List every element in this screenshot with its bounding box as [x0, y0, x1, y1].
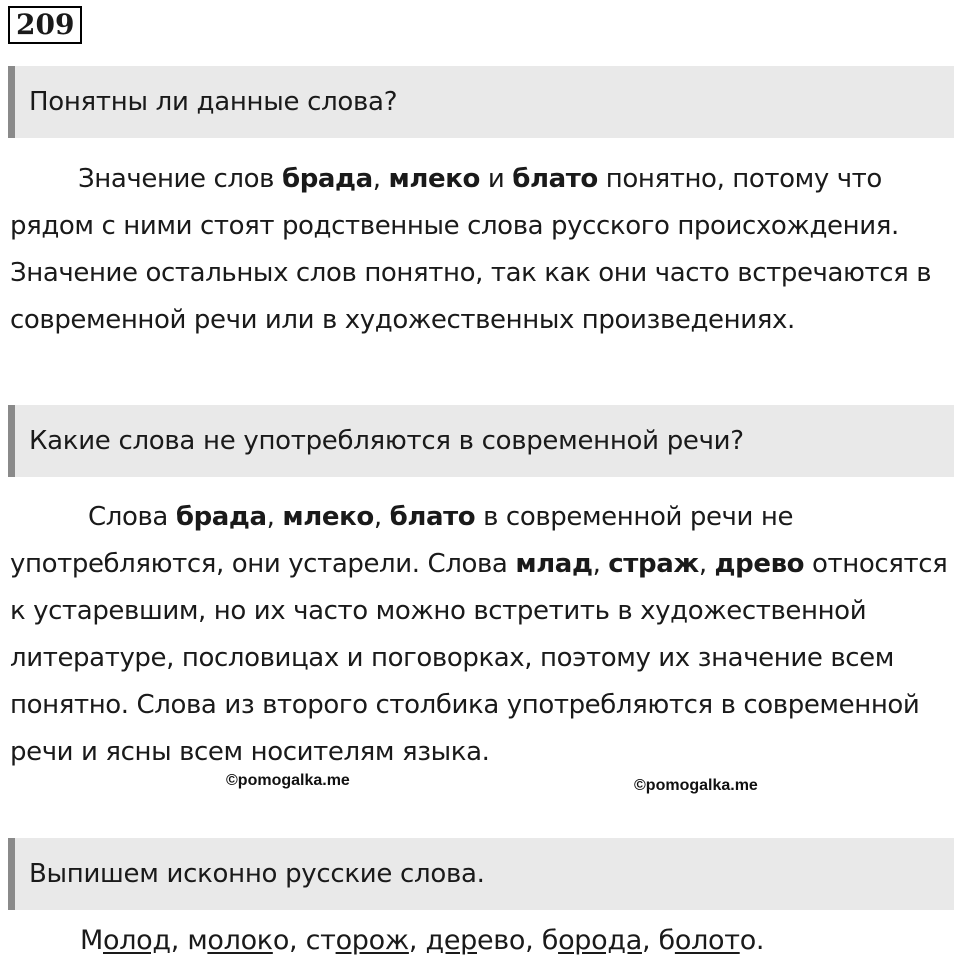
answer-text: Слова: [88, 502, 176, 532]
word-part: ево, б: [477, 925, 559, 956]
question-text-2: Какие слова не употребляются в современной речи?: [29, 426, 744, 456]
bold-word: млеко: [282, 502, 374, 532]
watermark-1: ©pomogalka.me: [226, 772, 350, 789]
question-bar-1: [8, 66, 954, 138]
answer-text: относятся к устаревшим, но их часто можно встретить в художественной литературе, пословицах и поговорках, поэтому их значение всем понятно. Слова из второго столбика употребляются в современной речи и ясны всем носителям языка.: [10, 549, 948, 767]
bold-word: блато: [389, 502, 476, 532]
word-part: , м: [170, 925, 208, 956]
word-part: о.: [739, 925, 765, 956]
underlined-part: дер: [425, 925, 477, 956]
answer-text: в современной речи не употребляются, они устарели. Слова: [10, 502, 794, 579]
question-bar-2: [8, 405, 954, 477]
bold-word: блато: [512, 164, 598, 194]
answer-paragraph-1: [10, 156, 950, 344]
watermark-2: ©pomogalka.me: [634, 777, 758, 794]
underlined-part: олок: [207, 925, 273, 956]
answer-text: Значение слов: [78, 164, 282, 194]
underlined-part: олод: [103, 925, 171, 956]
word-part: , б: [641, 925, 675, 956]
separator: ,: [373, 502, 390, 532]
bold-word: брада: [281, 164, 373, 194]
bold-word: млеко: [388, 164, 480, 194]
word-part: М: [80, 925, 103, 956]
bold-word: древо: [714, 549, 805, 579]
task-number: 209: [8, 6, 82, 44]
answer-text: понятно, потому что рядом с ними стоят родственные слова русского происхождения. Значение остальных слов понятно, так как они часто встречаются в современной речи или в художественных произведениях.: [10, 164, 932, 335]
separator: ,: [266, 502, 283, 532]
separator: ,: [698, 549, 715, 579]
words-line: [80, 925, 764, 956]
separator: ,: [592, 549, 609, 579]
underlined-part: олот: [674, 925, 740, 956]
question-text-1: Понятны ли данные слова?: [29, 87, 398, 117]
separator: и: [479, 164, 513, 194]
bold-word: страж: [608, 549, 699, 579]
underlined-part: орода: [558, 925, 642, 956]
underlined-part: орож: [335, 925, 409, 956]
word-part: ,: [408, 925, 426, 956]
bold-word: брада: [175, 502, 267, 532]
bold-word: млад: [515, 549, 593, 579]
word-part: о, ст: [272, 925, 336, 956]
separator: ,: [372, 164, 389, 194]
question-bar-3: [8, 838, 954, 910]
question-text-3: Выпишем исконно русские слова.: [29, 859, 485, 889]
answer-paragraph-2: [10, 494, 950, 776]
